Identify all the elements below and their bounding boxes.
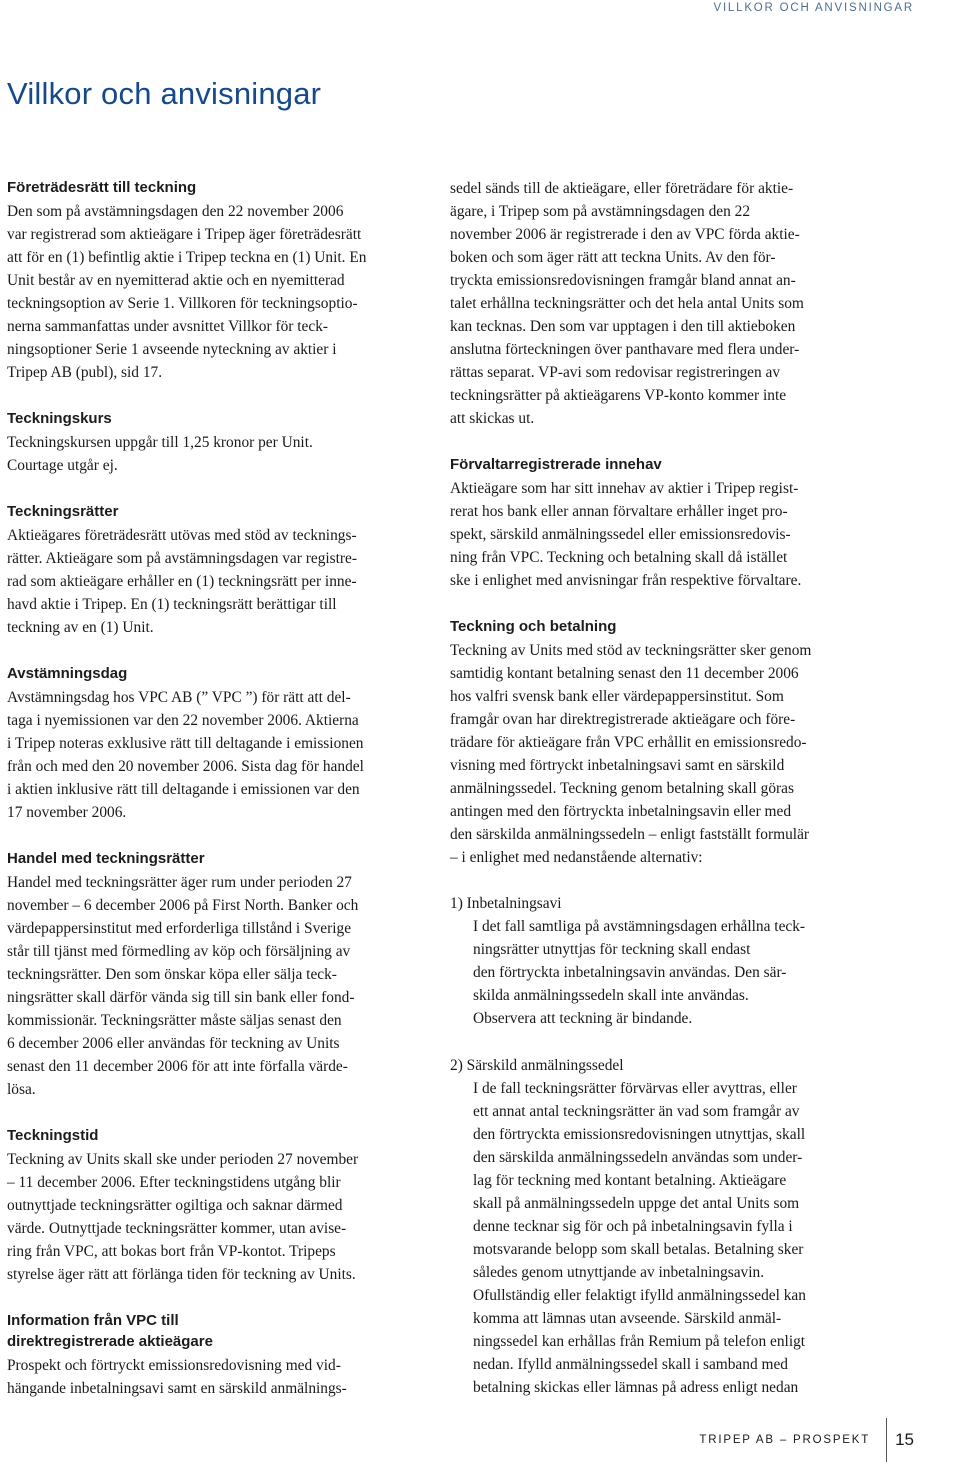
text-line: visning med förtryckt inbetalningsavi samt en särskild bbox=[450, 757, 785, 774]
text-line: havd aktie i Tripep. En (1) teckningsrätt berättigar till bbox=[7, 596, 337, 613]
text-line: I det fall samtliga på avstämningsdagen erhållna teck- bbox=[473, 918, 806, 935]
text-line: den förtryckta emissionsredovisningen utnyttjas, skall bbox=[473, 1126, 806, 1143]
section-body bbox=[7, 524, 427, 639]
text-line: i Tripep noteras exklusive rätt till deltagande i emissionen bbox=[7, 735, 364, 752]
footer-title: TRIPEP AB – PROSPEKT bbox=[699, 1434, 871, 1446]
text-line: samtidig kontant betalning senast den 11 december 2006 bbox=[450, 665, 799, 682]
list-item-sarskild-anmalningssedel bbox=[450, 1054, 870, 1399]
text-line: antingen med den förtryckta inbetalningsavin eller med bbox=[450, 803, 792, 820]
text-line: rättas separat. VP-avi som redovisar registreringen av bbox=[450, 364, 781, 381]
text-line: ningsrätter utnyttjas för teckning skall endast bbox=[473, 941, 751, 958]
text-line: I de fall teckningsrätter förvärvas eller avyttras, eller bbox=[473, 1080, 797, 1097]
text-line: den särskilda anmälningssedeln – enligt fastställt formulär bbox=[450, 826, 810, 843]
heading-line: direktregistrerade aktieägare bbox=[7, 1333, 213, 1350]
text-line: motsvarande belopp som skall betalas. Betalning sker bbox=[473, 1241, 804, 1258]
text-line: den förtryckta inbetalningsavin användas. Den sär- bbox=[473, 964, 787, 981]
text-line: lag för teckning med kontant betalning. Aktieägare bbox=[473, 1172, 787, 1189]
text-line: komma att lämnas utan avseende. Särskild anmäl- bbox=[473, 1310, 782, 1327]
text-line: lösa. bbox=[7, 1081, 36, 1098]
section-body bbox=[450, 639, 870, 869]
heading-line: Information från VPC till bbox=[7, 1312, 179, 1329]
text-line: Courtage utgår ej. bbox=[7, 457, 118, 474]
running-header: VILLKOR OCH ANVISNINGAR bbox=[713, 2, 914, 14]
text-line: framgår ovan har direktregistrerade aktieägare och före- bbox=[450, 711, 796, 728]
text-line: – 11 december 2006. Efter teckningstidens utgång blir bbox=[7, 1174, 341, 1191]
text-line: att för en (1) befintlig aktie i Tripep teckna en (1) Unit. En bbox=[7, 249, 367, 266]
text-line: Teckning av Units skall ske under perioden 27 november bbox=[7, 1151, 359, 1168]
text-line: boken och som äger rätt att teckna Units. Av den för- bbox=[450, 249, 776, 266]
section-body bbox=[7, 200, 427, 384]
section-heading: Teckningstid bbox=[7, 1127, 99, 1144]
text-line: teckning av en (1) Unit. bbox=[7, 619, 154, 636]
text-line: – i enlighet med nedanstående alternativ: bbox=[450, 849, 703, 866]
section-information-fran-vpc bbox=[7, 1310, 427, 1400]
text-line: var registrerad som aktieägare i Tripep äger företrädesrätt bbox=[7, 226, 362, 243]
section-body bbox=[7, 431, 427, 477]
text-line: Handel med teckningsrätter äger rum under perioden 27 bbox=[7, 874, 352, 891]
page-footer bbox=[699, 1418, 914, 1462]
text-line: nedan. Ifylld anmälningssedel skall i samband med bbox=[473, 1356, 789, 1373]
text-line: rad som aktieägare erhåller en (1) teckningsrätt per inne- bbox=[7, 573, 357, 590]
text-line: Unit består av en nyemitterad aktie och en nyemitterad bbox=[7, 272, 345, 289]
text-line: denne tecknar sig för och på inbetalningsavin fylla i bbox=[473, 1218, 793, 1235]
text-line: ningsrätter skall därför vända sig till sin bank eller fond- bbox=[7, 989, 355, 1006]
section-heading: Handel med teckningsrätter bbox=[7, 850, 205, 867]
right-column bbox=[450, 177, 870, 1423]
section-teckning-och-betalning bbox=[450, 616, 870, 1399]
text-line: står till tjänst med förmedling av köp och försäljning av bbox=[7, 943, 351, 960]
list-item-body bbox=[450, 915, 870, 1030]
text-line: rätter. Aktieägare som på avstämningsdagen var registre- bbox=[7, 550, 358, 567]
text-line: skilda anmälningssedeln skall inte användas. bbox=[473, 987, 749, 1004]
section-heading: Förvaltarregistrerade innehav bbox=[450, 456, 662, 473]
text-line: teckningsoption av Serie 1. Villkoren för teckningsoptio- bbox=[7, 295, 358, 312]
section-body bbox=[7, 1148, 427, 1286]
section-teckningstid bbox=[7, 1125, 427, 1286]
text-line: anslutna förteckningen över panthavare med flera under- bbox=[450, 341, 800, 358]
text-line: Tripep AB (publ), sid 17. bbox=[7, 364, 163, 381]
text-line: skall på anmälningssedeln uppge det antal Units som bbox=[473, 1195, 800, 1212]
text-line: således genom utnyttjande av inbetalningsavin. bbox=[473, 1264, 765, 1281]
text-line: 6 december 2006 eller användas för teckning av Units bbox=[7, 1035, 340, 1052]
text-line: ett annat antal teckningsrätter än vad som framgår av bbox=[473, 1103, 800, 1120]
text-line: kan tecknas. Den som var upptagen i den till aktieboken bbox=[450, 318, 796, 335]
text-line: ningsoptioner Serie 1 avseende nyteckning av aktier i bbox=[7, 341, 337, 358]
text-line: ningssedel kan erhållas från Remium på telefon enligt bbox=[473, 1333, 806, 1350]
list-item-inbetalningsavi bbox=[450, 892, 870, 1030]
text-line: hos valfri svensk bank eller värdepappersinstitut. Som bbox=[450, 688, 784, 705]
text-line: Prospekt och förtryckt emissionsredovisning med vid- bbox=[7, 1357, 341, 1374]
section-teckningsratter bbox=[7, 501, 427, 639]
section-body bbox=[450, 477, 870, 592]
text-line: Den som på avstämningsdagen den 22 november 2006 bbox=[7, 203, 344, 220]
text-line: betalning skickas eller lämnas på adress enligt nedan bbox=[473, 1379, 799, 1396]
section-heading: Avstämningsdag bbox=[7, 665, 128, 682]
text-line: november 2006 är registrerade i den av VPC förda aktie- bbox=[450, 226, 800, 243]
text-line: från och med den 20 november 2006. Sista dag för handel bbox=[7, 758, 364, 775]
text-line: Observera att teckning är bindande. bbox=[473, 1010, 693, 1027]
text-line: hängande inbetalningsavi samt en särskild anmälnings- bbox=[7, 1380, 347, 1397]
text-line: spekt, särskild anmälningssedel eller emissionsredovis- bbox=[450, 526, 791, 543]
text-line: nerna sammanfattas under avsnittet Villkor för teck- bbox=[7, 318, 329, 335]
text-line: den särskilda anmälningssedeln användas som under- bbox=[473, 1149, 803, 1166]
section-body bbox=[7, 871, 427, 1101]
text-line: talet erhållna teckningsrätter och det hela antal Units som bbox=[450, 295, 804, 312]
text-line: kommissionär. Teckningsrätter måste säljas senast den bbox=[7, 1012, 342, 1029]
section-heading: Teckningskurs bbox=[7, 410, 112, 427]
text-line: outnyttjade teckningsrätter ogiltiga och saknar därmed bbox=[7, 1197, 343, 1214]
text-line: senast den 11 december 2006 för att inte förfalla värde- bbox=[7, 1058, 348, 1075]
text-line: november – 6 december 2006 på First North. Banker och bbox=[7, 897, 359, 914]
footer-divider bbox=[886, 1418, 887, 1462]
list-item-label: 2) Särskild anmälningssedel bbox=[450, 1057, 624, 1074]
text-line: trädare för aktieägare från VPC erhållit en emissionsredo- bbox=[450, 734, 807, 751]
text-line: ske i enlighet med anvisningar från respektive förvaltare. bbox=[450, 572, 802, 589]
section-forvaltarregistrerade-innehav bbox=[450, 454, 870, 592]
text-line: Ofullständig eller felaktigt ifylld anmälningssedel kan bbox=[473, 1287, 806, 1304]
text-line: anmälningssedel. Teckning genom betalning skall göras bbox=[450, 780, 794, 797]
left-column bbox=[7, 177, 427, 1424]
text-line: värdepappersinstitut med erforderliga tillstånd i Sverige bbox=[7, 920, 352, 937]
text-line: tryckta emissionsredovisningen framgår bland annat an- bbox=[450, 272, 796, 289]
text-line: Avstämningsdag hos VPC AB (” VPC ”) för rätt att del- bbox=[7, 689, 351, 706]
section-body bbox=[7, 1354, 427, 1400]
text-line: Aktieägares företrädesrätt utövas med stöd av tecknings- bbox=[7, 527, 357, 544]
list-item-body bbox=[450, 1077, 870, 1399]
text-line: teckningsrätter på aktieägarens VP-konto kommer inte bbox=[450, 387, 787, 404]
section-heading: Företrädesrätt till teckning bbox=[7, 179, 197, 196]
section-heading bbox=[7, 1310, 427, 1352]
text-line: 17 november 2006. bbox=[7, 804, 127, 821]
section-handel-med-teckningsratter bbox=[7, 848, 427, 1101]
section-body bbox=[450, 177, 870, 430]
text-line: taga i nyemissionen var den 22 november 2006. Aktierna bbox=[7, 712, 359, 729]
text-line: ägare, i Tripep som på avstämningsdagen den 22 bbox=[450, 203, 751, 220]
text-line: ning från VPC. Teckning och betalning skall då istället bbox=[450, 549, 788, 566]
text-line: Teckning av Units med stöd av teckningsrätter sker genom bbox=[450, 642, 812, 659]
section-teckningskurs bbox=[7, 408, 427, 477]
section-avstamningsdag bbox=[7, 663, 427, 824]
text-line: ring från VPC, att bokas bort från VP-kontot. Tripeps bbox=[7, 1243, 336, 1260]
page-title: Villkor och anvisningar bbox=[7, 76, 322, 111]
text-line: i aktien inklusive rätt till deltagande i emissionen var den bbox=[7, 781, 360, 798]
text-line: Aktieägare som har sitt innehav av aktier i Tripep regist- bbox=[450, 480, 799, 497]
section-heading: Teckningsrätter bbox=[7, 503, 119, 520]
text-line: sedel sänds till de aktieägare, eller företrädare för aktie- bbox=[450, 180, 794, 197]
section-body bbox=[7, 686, 427, 824]
section-heading: Teckning och betalning bbox=[450, 618, 617, 635]
text-line: värde. Outnyttjade teckningsrätter kommer, utan avise- bbox=[7, 1220, 347, 1237]
page-number: 15 bbox=[895, 1430, 914, 1449]
text-line: styrelse äger rätt att förlänga tiden för teckning av Units. bbox=[7, 1266, 356, 1283]
text-line: teckningsrätter. Den som önskar köpa eller sälja teck- bbox=[7, 966, 337, 983]
text-line: rerat hos bank eller annan förvaltare erhåller inget pro- bbox=[450, 503, 788, 520]
list-item-label: 1) Inbetalningsavi bbox=[450, 895, 562, 912]
text-line: Teckningskursen uppgår till 1,25 kronor per Unit. bbox=[7, 434, 313, 451]
text-line: att skickas ut. bbox=[450, 410, 535, 427]
section-continuation bbox=[450, 177, 870, 430]
section-foretradesratt bbox=[7, 177, 427, 384]
